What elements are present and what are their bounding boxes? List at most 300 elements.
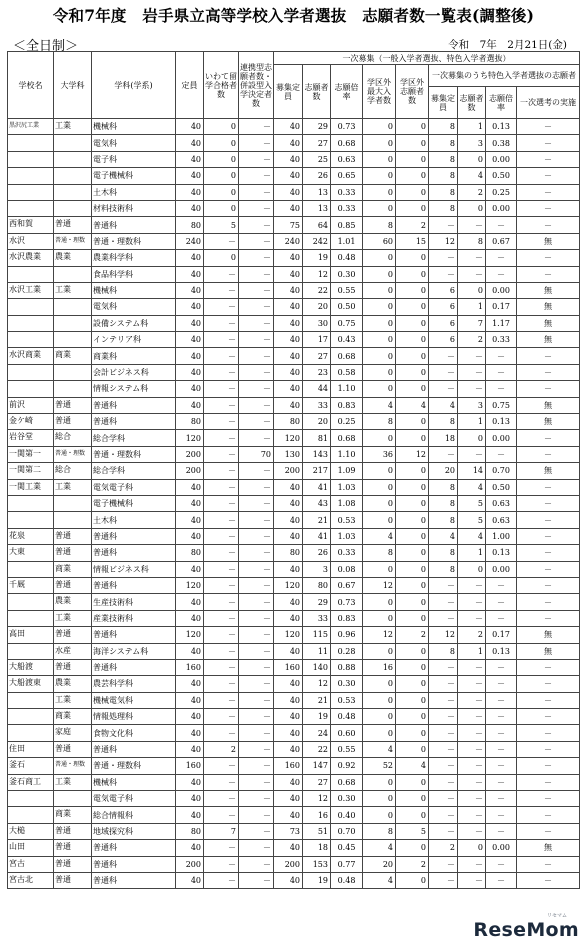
course-cell	[54, 266, 92, 282]
t-boshu-cell: 2	[429, 840, 458, 856]
table-row	[8, 823, 580, 839]
school-cell	[8, 791, 54, 807]
school-cell	[8, 381, 54, 397]
iwate-cell: －	[204, 676, 239, 692]
second-cell: －	[517, 364, 580, 380]
capacity-cell: 40	[176, 774, 204, 790]
second-cell: －	[517, 479, 580, 495]
t-shigan-cell: 0	[458, 282, 486, 298]
renkei-cell: －	[239, 741, 274, 757]
shigan-cell: 13	[303, 184, 331, 200]
dept-cell: 設備システム科	[92, 315, 176, 331]
iwate-cell: －	[204, 725, 239, 741]
gakku-max-cell: 0	[363, 643, 396, 659]
gakku-shigan-cell: 0	[396, 266, 429, 282]
dept-cell: インテリア科	[92, 332, 176, 348]
t-boshu-cell: －	[429, 741, 458, 757]
course-cell: 普通	[54, 577, 92, 593]
school-cell: 金ケ崎	[8, 414, 54, 430]
shigan-cell: 115	[303, 627, 331, 643]
t-bairitsu-cell: 0.13	[486, 414, 517, 430]
shigan-cell: 22	[303, 282, 331, 298]
second-cell: －	[517, 610, 580, 626]
boshu-cell: 80	[274, 545, 303, 561]
second-cell: －	[517, 348, 580, 364]
gakku-shigan-cell: 0	[396, 791, 429, 807]
renkei-cell: －	[239, 610, 274, 626]
gakku-max-cell: 0	[363, 266, 396, 282]
second-cell: 無	[517, 332, 580, 348]
dept-cell: 電気電子科	[92, 791, 176, 807]
shigan-cell: 19	[303, 709, 331, 725]
t-shigan-cell: 2	[458, 627, 486, 643]
school-cell: 花泉	[8, 528, 54, 544]
t-boshu-cell: 8	[429, 643, 458, 659]
bairitsu-cell: 0.25	[331, 414, 363, 430]
boshu-cell: 40	[274, 151, 303, 167]
t-shigan-cell: －	[458, 364, 486, 380]
boshu-cell: 40	[274, 709, 303, 725]
gakku-shigan-cell: 0	[396, 676, 429, 692]
bairitsu-cell: 0.48	[331, 250, 363, 266]
gakku-max-cell: 8	[363, 545, 396, 561]
boshu-cell: 40	[274, 610, 303, 626]
table-row	[8, 594, 580, 610]
gakku-shigan-cell: 0	[396, 643, 429, 659]
table-row	[8, 479, 580, 495]
t-shigan-cell: －	[458, 610, 486, 626]
bairitsu-cell: 0.40	[331, 807, 363, 823]
t-boshu-cell: 4	[429, 528, 458, 544]
dept-cell: 機械科	[92, 119, 176, 135]
renkei-cell: －	[239, 348, 274, 364]
renkei-cell: －	[239, 627, 274, 643]
t-boshu-cell: 12	[429, 233, 458, 249]
iwate-cell: －	[204, 627, 239, 643]
course-cell: 水産	[54, 643, 92, 659]
t-bairitsu-cell: 0.38	[486, 135, 517, 151]
dept-cell: 電気電子科	[92, 479, 176, 495]
header-bairitsu: 志願倍率	[331, 65, 363, 119]
boshu-cell: 120	[274, 627, 303, 643]
t-bairitsu-cell: 0.70	[486, 463, 517, 479]
bairitsu-cell: 0.83	[331, 397, 363, 413]
second-cell: －	[517, 561, 580, 577]
school-cell: 水沢商業	[8, 348, 54, 364]
gakku-max-cell: 0	[363, 479, 396, 495]
gakku-max-cell: 0	[363, 332, 396, 348]
t-boshu-cell: －	[429, 791, 458, 807]
gakku-max-cell: 4	[363, 872, 396, 888]
iwate-cell: －	[204, 282, 239, 298]
bairitsu-cell: 0.53	[331, 692, 363, 708]
course-cell	[54, 495, 92, 511]
gakku-max-cell: 0	[363, 807, 396, 823]
iwate-cell: －	[204, 414, 239, 430]
gakku-max-cell: 0	[363, 561, 396, 577]
capacity-cell: 40	[176, 397, 204, 413]
dept-cell: 普通科	[92, 659, 176, 675]
bairitsu-cell: 0.50	[331, 299, 363, 315]
gakku-shigan-cell: 0	[396, 364, 429, 380]
boshu-cell: 200	[274, 856, 303, 872]
gakku-max-cell: 8	[363, 414, 396, 430]
t-bairitsu-cell: 0.13	[486, 119, 517, 135]
capacity-cell: 80	[176, 217, 204, 233]
t-boshu-cell: 8	[429, 545, 458, 561]
table-row	[8, 200, 580, 216]
iwate-cell: －	[204, 758, 239, 774]
second-cell: 無	[517, 315, 580, 331]
second-cell: －	[517, 856, 580, 872]
second-cell: 無	[517, 299, 580, 315]
t-boshu-cell: 8	[429, 561, 458, 577]
renkei-cell: －	[239, 545, 274, 561]
second-cell: －	[517, 577, 580, 593]
t-shigan-cell: －	[458, 676, 486, 692]
t-boshu-cell: －	[429, 217, 458, 233]
gakku-shigan-cell: 0	[396, 430, 429, 446]
course-cell: 商業	[54, 709, 92, 725]
dept-cell: 会計ビジネス科	[92, 364, 176, 380]
capacity-cell: 40	[176, 840, 204, 856]
t-boshu-cell: －	[429, 725, 458, 741]
t-bairitsu-cell: 0.17	[486, 627, 517, 643]
dept-cell: 普通科	[92, 577, 176, 593]
header-gakku-shigan: 学区外志願者数	[396, 65, 429, 119]
gakku-shigan-cell: 0	[396, 332, 429, 348]
dept-cell: 総合学科	[92, 430, 176, 446]
boshu-cell: 40	[274, 512, 303, 528]
school-cell: 千厩	[8, 577, 54, 593]
capacity-cell: 40	[176, 119, 204, 135]
gakku-shigan-cell: 0	[396, 659, 429, 675]
course-cell	[54, 364, 92, 380]
t-bairitsu-cell: －	[486, 594, 517, 610]
gakku-max-cell: 0	[363, 676, 396, 692]
course-cell: 普通・理数	[54, 446, 92, 462]
bairitsu-cell: 0.88	[331, 659, 363, 675]
gakku-shigan-cell: 0	[396, 495, 429, 511]
renkei-cell: －	[239, 463, 274, 479]
t-boshu-cell: 6	[429, 299, 458, 315]
shigan-cell: 21	[303, 692, 331, 708]
capacity-cell: 40	[176, 315, 204, 331]
gakku-shigan-cell: 4	[396, 758, 429, 774]
second-cell: 無	[517, 414, 580, 430]
gakku-shigan-cell: 0	[396, 184, 429, 200]
iwate-cell: －	[204, 332, 239, 348]
t-shigan-cell: －	[458, 807, 486, 823]
iwate-cell: －	[204, 643, 239, 659]
gakku-shigan-cell: 0	[396, 561, 429, 577]
bairitsu-cell: 0.30	[331, 791, 363, 807]
gakku-shigan-cell: 0	[396, 692, 429, 708]
iwate-cell: －	[204, 266, 239, 282]
t-boshu-cell: 8	[429, 119, 458, 135]
t-shigan-cell: －	[458, 594, 486, 610]
dept-cell: 普通科	[92, 217, 176, 233]
t-bairitsu-cell: 0.63	[486, 512, 517, 528]
table-row	[8, 741, 580, 757]
t-bairitsu-cell: －	[486, 381, 517, 397]
shigan-cell: 16	[303, 807, 331, 823]
bairitsu-cell: 1.03	[331, 528, 363, 544]
capacity-cell: 40	[176, 250, 204, 266]
table-row	[8, 315, 580, 331]
capacity-cell: 40	[176, 332, 204, 348]
school-cell	[8, 200, 54, 216]
bairitsu-cell: 0.55	[331, 741, 363, 757]
t-bairitsu-cell: －	[486, 217, 517, 233]
shigan-cell: 147	[303, 758, 331, 774]
gakku-max-cell: 4	[363, 397, 396, 413]
table-row	[8, 528, 580, 544]
table-row	[8, 233, 580, 249]
gakku-shigan-cell: 0	[396, 315, 429, 331]
renkei-cell: －	[239, 856, 274, 872]
bairitsu-cell: 0.48	[331, 709, 363, 725]
gakku-shigan-cell: 0	[396, 725, 429, 741]
shigan-cell: 29	[303, 594, 331, 610]
table-row	[8, 807, 580, 823]
iwate-cell: －	[204, 577, 239, 593]
capacity-cell: 40	[176, 151, 204, 167]
shigan-cell: 217	[303, 463, 331, 479]
table-row	[8, 414, 580, 430]
dept-cell: 普通科	[92, 414, 176, 430]
shigan-cell: 24	[303, 725, 331, 741]
iwate-cell: －	[204, 463, 239, 479]
t-boshu-cell: －	[429, 823, 458, 839]
t-bairitsu-cell: －	[486, 725, 517, 741]
gakku-shigan-cell: 0	[396, 250, 429, 266]
header-dept: 学科(学系)	[92, 52, 176, 119]
dept-cell: 総合学科	[92, 463, 176, 479]
table-row	[8, 381, 580, 397]
dept-cell: 食品科学科	[92, 266, 176, 282]
gakku-shigan-cell: 0	[396, 119, 429, 135]
renkei-cell: －	[239, 168, 274, 184]
second-cell: －	[517, 758, 580, 774]
renkei-cell: －	[239, 561, 274, 577]
course-cell: 普通	[54, 528, 92, 544]
boshu-cell: 40	[274, 299, 303, 315]
t-bairitsu-cell: 0.00	[486, 151, 517, 167]
t-bairitsu-cell: －	[486, 577, 517, 593]
bairitsu-cell: 0.92	[331, 758, 363, 774]
t-boshu-cell: －	[429, 758, 458, 774]
shigan-cell: 26	[303, 168, 331, 184]
dept-cell: 土木科	[92, 512, 176, 528]
header-course: 大学科	[54, 52, 92, 119]
shigan-cell: 12	[303, 676, 331, 692]
renkei-cell: －	[239, 250, 274, 266]
school-cell	[8, 692, 54, 708]
iwate-cell: 5	[204, 217, 239, 233]
t-bairitsu-cell: 0.13	[486, 643, 517, 659]
table-row	[8, 250, 580, 266]
capacity-cell: 200	[176, 463, 204, 479]
dept-cell: 情報処理科	[92, 709, 176, 725]
gakku-max-cell: 52	[363, 758, 396, 774]
dept-cell: 普通科	[92, 528, 176, 544]
t-boshu-cell: 6	[429, 332, 458, 348]
t-boshu-cell: －	[429, 250, 458, 266]
boshu-cell: 40	[274, 791, 303, 807]
school-cell: 一関第二	[8, 463, 54, 479]
t-boshu-cell: －	[429, 266, 458, 282]
course-cell	[54, 184, 92, 200]
dept-cell: 情報システム科	[92, 381, 176, 397]
gakku-max-cell: 4	[363, 741, 396, 757]
boshu-cell: 73	[274, 823, 303, 839]
course-cell: 普通	[54, 856, 92, 872]
t-bairitsu-cell: －	[486, 872, 517, 888]
t-shigan-cell: 7	[458, 315, 486, 331]
header-capacity: 定員	[176, 52, 204, 119]
capacity-cell: 40	[176, 364, 204, 380]
boshu-cell: 40	[274, 135, 303, 151]
shigan-cell: 18	[303, 840, 331, 856]
gakku-max-cell: 8	[363, 823, 396, 839]
t-boshu-cell: －	[429, 348, 458, 364]
iwate-cell: －	[204, 807, 239, 823]
gakku-shigan-cell: 2	[396, 217, 429, 233]
gakku-max-cell: 0	[363, 463, 396, 479]
t-shigan-cell: 2	[458, 332, 486, 348]
course-cell: 普通	[54, 397, 92, 413]
course-cell	[54, 512, 92, 528]
second-cell: 無	[517, 463, 580, 479]
renkei-cell: －	[239, 299, 274, 315]
gakku-shigan-cell: 0	[396, 200, 429, 216]
boshu-cell: 40	[274, 872, 303, 888]
shigan-cell: 80	[303, 577, 331, 593]
iwate-cell: －	[204, 692, 239, 708]
second-cell: －	[517, 381, 580, 397]
second-cell: －	[517, 823, 580, 839]
renkei-cell: －	[239, 414, 274, 430]
capacity-cell: 200	[176, 856, 204, 872]
gakku-max-cell: 0	[363, 364, 396, 380]
iwate-cell: －	[204, 856, 239, 872]
capacity-cell: 160	[176, 758, 204, 774]
dept-cell: 情報ビジネス科	[92, 561, 176, 577]
renkei-cell: －	[239, 430, 274, 446]
boshu-cell: 40	[274, 807, 303, 823]
shigan-cell: 26	[303, 545, 331, 561]
course-cell	[54, 168, 92, 184]
shigan-cell: 23	[303, 364, 331, 380]
school-cell	[8, 315, 54, 331]
gakku-max-cell: 0	[363, 168, 396, 184]
renkei-cell: －	[239, 381, 274, 397]
course-cell: 普通	[54, 741, 92, 757]
capacity-cell: 40	[176, 495, 204, 511]
gakku-shigan-cell: 0	[396, 577, 429, 593]
t-boshu-cell: 8	[429, 135, 458, 151]
renkei-cell: －	[239, 364, 274, 380]
table-row	[8, 692, 580, 708]
bairitsu-cell: 0.43	[331, 332, 363, 348]
school-cell	[8, 709, 54, 725]
t-shigan-cell: －	[458, 791, 486, 807]
renkei-cell: －	[239, 791, 274, 807]
school-cell	[8, 299, 54, 315]
gakku-shigan-cell: 0	[396, 479, 429, 495]
t-shigan-cell: 4	[458, 479, 486, 495]
renkei-cell: －	[239, 840, 274, 856]
boshu-cell: 40	[274, 266, 303, 282]
gakku-max-cell: 0	[363, 250, 396, 266]
t-bairitsu-cell: －	[486, 446, 517, 462]
school-cell	[8, 561, 54, 577]
boshu-cell: 40	[274, 725, 303, 741]
t-bairitsu-cell: 0.00	[486, 430, 517, 446]
renkei-cell: －	[239, 119, 274, 135]
renkei-cell: －	[239, 233, 274, 249]
school-cell: 宮古北	[8, 872, 54, 888]
boshu-cell: 200	[274, 463, 303, 479]
course-cell: 普通	[54, 659, 92, 675]
capacity-cell: 40	[176, 594, 204, 610]
iwate-cell: 0	[204, 250, 239, 266]
school-cell: 岩谷堂	[8, 430, 54, 446]
gakku-max-cell: 4	[363, 528, 396, 544]
t-shigan-cell: －	[458, 823, 486, 839]
table-row	[8, 168, 580, 184]
bairitsu-cell: 0.33	[331, 200, 363, 216]
header-iwate-study: いわて留学合格者数	[204, 52, 239, 119]
t-boshu-cell: －	[429, 577, 458, 593]
iwate-cell: 0	[204, 119, 239, 135]
capacity-cell: 40	[176, 266, 204, 282]
t-boshu-cell: 8	[429, 414, 458, 430]
school-cell: 大槌	[8, 823, 54, 839]
renkei-cell: 70	[239, 446, 274, 462]
second-cell: －	[517, 446, 580, 462]
capacity-cell: 40	[176, 348, 204, 364]
capacity-cell: 40	[176, 725, 204, 741]
second-cell: －	[517, 168, 580, 184]
course-cell: 商業	[54, 561, 92, 577]
capacity-cell: 40	[176, 709, 204, 725]
table-row	[8, 463, 580, 479]
t-bairitsu-cell: －	[486, 791, 517, 807]
gakku-shigan-cell: 0	[396, 709, 429, 725]
t-boshu-cell: －	[429, 709, 458, 725]
table-row	[8, 397, 580, 413]
gakku-max-cell: 0	[363, 725, 396, 741]
school-cell	[8, 151, 54, 167]
renkei-cell: －	[239, 577, 274, 593]
t-bairitsu-cell: 0.75	[486, 397, 517, 413]
gakku-max-cell: 12	[363, 627, 396, 643]
second-cell: －	[517, 807, 580, 823]
renkei-cell: －	[239, 315, 274, 331]
bairitsu-cell: 0.28	[331, 643, 363, 659]
gakku-max-cell: 0	[363, 709, 396, 725]
t-bairitsu-cell: 0.33	[486, 332, 517, 348]
capacity-cell: 40	[176, 610, 204, 626]
capacity-cell: 40	[176, 299, 204, 315]
report-date: 令和 7年 2月21日(金)	[448, 39, 567, 51]
course-cell	[54, 332, 92, 348]
bairitsu-cell: 0.77	[331, 856, 363, 872]
gakku-shigan-cell: 0	[396, 463, 429, 479]
iwate-cell: 0	[204, 135, 239, 151]
